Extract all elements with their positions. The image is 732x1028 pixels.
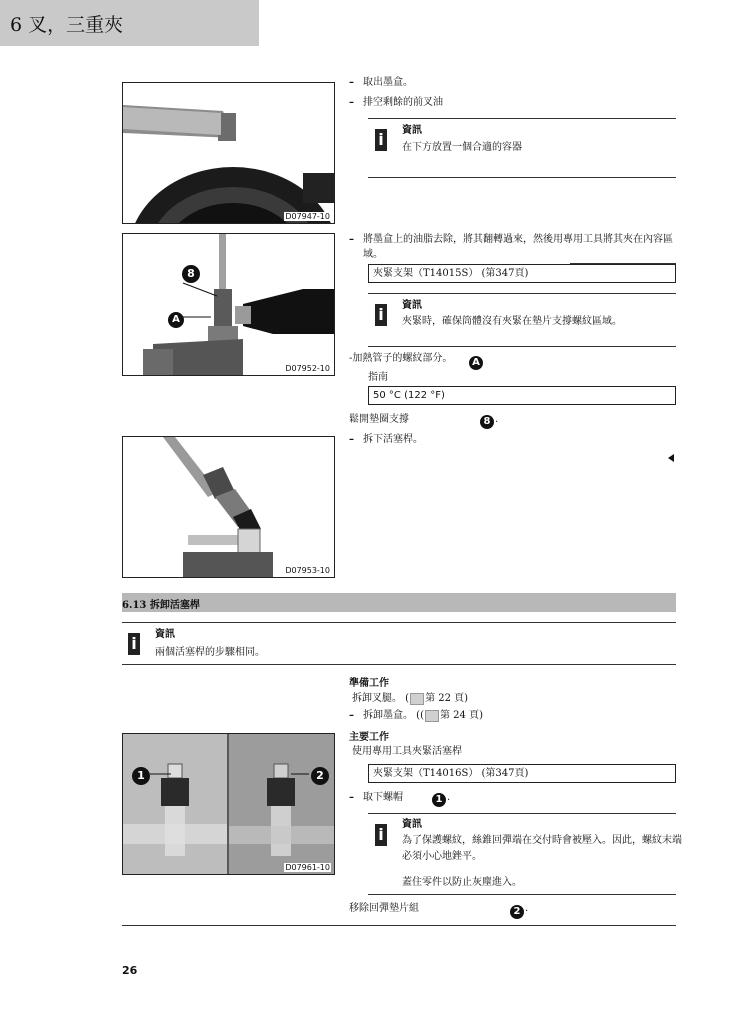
main-work-title: 主要工作 [349, 732, 389, 743]
step-remove-cartridge: – 取出墨盒。 [349, 77, 413, 88]
info-text: 為了保護螺紋，絲錐回彈端在交付時會被壓入。因此，螺紋末端 [402, 835, 682, 846]
divider [122, 925, 676, 926]
guide-label: 指南 [368, 372, 388, 383]
loosen-end: . [495, 414, 499, 425]
step-remove-shim-stack: 移除回彈墊片組 [349, 903, 419, 914]
figure-piston-nut [122, 733, 335, 875]
divider [368, 813, 676, 814]
info-icon: i [375, 304, 387, 326]
step-remove-nut: – 取下螺帽 [349, 792, 403, 803]
arrow-left-icon [668, 454, 674, 462]
cover-parts-note: 蓋住零件以防止灰塵進入。 [402, 877, 522, 888]
figure-code: D07961-10 [285, 863, 330, 872]
page-ref-icon [410, 693, 424, 705]
callout-2: 2 [311, 767, 329, 785]
step-remove-piston: – 拆下活塞桿。 [349, 434, 423, 445]
shim-end: . [525, 903, 529, 914]
prep-remove-cartridge: – 拆卸墨盒。 (( 第 24 頁) [349, 710, 483, 721]
page-number: 26 [122, 964, 138, 977]
info-title: 資訊 [402, 300, 422, 311]
step-degrease-clamp: – 將墨盒上的油脂去除，將其翻轉過來，然後用專用工具將其夾在內容區 [349, 234, 673, 245]
figure-clamp-heat [122, 233, 335, 376]
clamp-heat-illustration [123, 234, 334, 375]
info-icon: i [375, 129, 387, 151]
divider [368, 177, 676, 178]
divider [122, 622, 676, 623]
special-tool-label: 夾緊支架（T14015S） (第347頁) [373, 268, 529, 279]
divider [122, 664, 676, 665]
callout-a: A [168, 312, 184, 328]
callout-8: 8 [182, 265, 200, 283]
figure-code: D07952-10 [285, 364, 330, 373]
step-drain-oil: – 排空剩餘的前叉油 [349, 97, 443, 108]
info-title: 資訊 [155, 629, 175, 640]
section-heading-bar [122, 593, 676, 612]
info-text: 必須小心地銼平。 [402, 851, 482, 862]
piston-nut-illustration [123, 734, 334, 874]
special-tool-label: 夾緊支架（T14016S） (第347頁) [373, 768, 529, 779]
divider [368, 894, 676, 895]
figure-code: D07947-10 [285, 212, 330, 221]
special-tool-box [368, 264, 676, 283]
section-title: 6.13 拆卸活塞桿 [122, 600, 200, 611]
callout-8: 8 [480, 415, 494, 429]
step-degrease-clamp-cont: 域。 [363, 249, 383, 260]
chapter-header [0, 0, 259, 46]
info-icon: i [128, 633, 140, 655]
info-text: 夾緊時，確保筒體沒有夾緊在墊片支撐螺紋區域。 [402, 316, 622, 327]
step-heat-thread: -加熱管子的螺紋部分。 [349, 353, 453, 364]
callout-2: 2 [510, 905, 524, 919]
guide-value: 50 °C (122 °F) [373, 390, 445, 401]
piston-rod-illustration [123, 437, 334, 577]
prep-remove-fork-leg: 拆卸叉腿。 ( 第 22 頁) [352, 693, 469, 704]
main-clamp-piston: 使用專用工具夾緊活塞桿 [352, 746, 462, 757]
step-loosen-washer: 鬆開墊圈支撐 [349, 414, 409, 425]
figure-code: D07953-10 [285, 566, 330, 575]
info-text: 在下方放置一個合適的容器 [402, 142, 522, 153]
info-icon: i [375, 824, 387, 846]
chapter-title: 6 叉，三重夾 [10, 14, 124, 36]
prep-title: 準備工作 [349, 678, 389, 689]
drain-illustration [123, 83, 334, 223]
special-tool-box [368, 764, 676, 783]
callout-1: 1 [132, 767, 150, 785]
divider [368, 346, 676, 347]
figure-drain-cartridge [122, 82, 335, 224]
info-title: 資訊 [402, 125, 422, 136]
info-text: 兩個活塞桿的步驟相同。 [155, 647, 265, 658]
nut-end: . [447, 792, 451, 803]
divider [368, 118, 676, 119]
info-title: 資訊 [402, 819, 422, 830]
divider [368, 293, 676, 294]
guide-value-box [368, 386, 676, 405]
page-ref-icon [425, 710, 439, 722]
callout-a: A [469, 356, 483, 370]
callout-1: 1 [432, 793, 446, 807]
figure-piston-rod [122, 436, 335, 578]
